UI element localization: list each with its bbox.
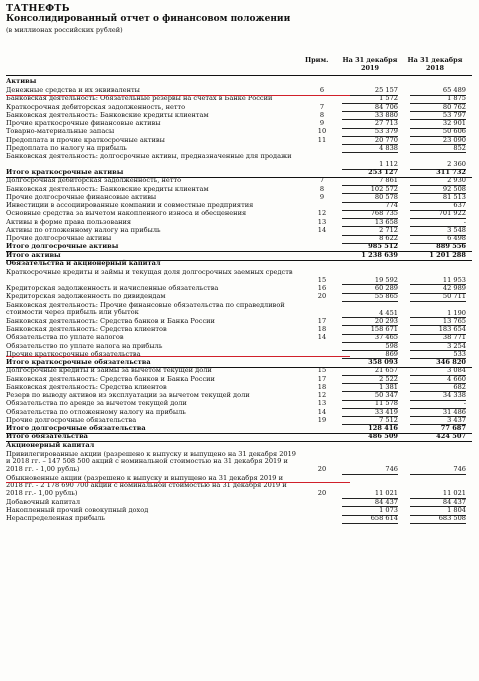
note-ref: 8 <box>319 184 325 193</box>
value-2019: 55 865 <box>342 293 398 302</box>
row-label: Долгосрочные кредиты и займы за вычетом текущей доли <box>6 366 212 375</box>
row-label: Инвестиции в ассоциированные компании и совместные предприятия <box>6 201 254 210</box>
value-2019: 1 572 <box>342 95 398 104</box>
value-2018: 13 765 <box>410 318 466 327</box>
value-2019: 50 347 <box>342 392 398 401</box>
row-label: Итого активы <box>6 250 61 259</box>
note-ref: 14 <box>317 225 327 234</box>
row-label: Банковская деятельность: Средства клиентов <box>6 325 167 334</box>
value-2018: 183 654 <box>410 326 466 335</box>
note-ref: 12 <box>317 391 327 400</box>
note-ref: 15 <box>317 366 327 375</box>
value-2019: 985 512 <box>368 242 398 251</box>
value-2019: 746 <box>342 466 398 475</box>
row-label: Обыкновенные акции (разрешено к выпуску и выпущено на 31 декабря 2019 и 2018 гг. - 2 178 690 700 акций с номинальной стоимостью на 31 декабря 2019 и 2018 гг.- 1,00 рубль) <box>6 473 287 497</box>
value-2018: 77 687 <box>440 424 466 433</box>
value-2019: 102 572 <box>342 186 398 195</box>
note-ref: 20 <box>317 465 327 474</box>
value-2019: 4 451 <box>342 310 398 319</box>
value-2018: 701 922 <box>410 210 466 219</box>
row-label: Товарно-материальные запасы <box>6 127 115 136</box>
value-2019: 2 712 <box>342 227 398 236</box>
value-2019: 20 293 <box>342 318 398 327</box>
row-label: Прочие краткосрочные обязательства <box>6 349 141 358</box>
value-2018: 81 513 <box>410 194 466 203</box>
row-label: Добавочный капитал <box>6 497 81 506</box>
value-2018: 84 437 <box>410 499 466 508</box>
value-2019: 25 157 <box>342 87 398 96</box>
value-2018: 6 498 <box>410 235 466 244</box>
note-ref: 9 <box>319 119 325 128</box>
value-2018: 38 771 <box>410 334 466 343</box>
row-label: Банковская деятельность: Средства банков и Банка России <box>6 316 215 325</box>
note-ref: 7 <box>319 176 325 185</box>
row-label: Привилегированные акции (разрешено к выпуску и выпущено на 31 декабря 2019 и 2018 гг. – 147 508 500 акций с номинальной стоимостью на 31 декабря 2019 и 2018 гг. - 1,00 рубль) <box>6 449 297 473</box>
value-2018: 31 486 <box>410 409 466 418</box>
table-row <box>6 95 472 103</box>
value-2019: 13 658 <box>342 219 398 228</box>
value-2018: 1 804 <box>410 507 466 516</box>
value-2019: 869 <box>342 351 398 360</box>
note-ref: 10 <box>317 127 327 136</box>
table-row <box>6 400 472 408</box>
value-2019: 1 073 <box>342 507 398 516</box>
column-header-2019: На 31 декабря 2019 <box>342 56 398 72</box>
row-label: Прочие долгосрочные финансовые активы <box>6 192 157 201</box>
value-2019: 1 112 <box>342 161 398 170</box>
value-2019: 33 880 <box>342 112 398 121</box>
row-label: Банковская деятельность: Средства банков и Банка России <box>6 374 215 383</box>
value-2018: 683 508 <box>410 515 466 524</box>
value-2018: 3 254 <box>410 343 466 352</box>
row-label: Предоплата по налогу на прибыль <box>6 143 127 152</box>
row-label: Итого обязательства <box>6 432 88 441</box>
table-row <box>6 367 472 375</box>
row-label: Акционерный капитал <box>6 440 95 449</box>
value-2018: 3 084 <box>410 367 466 376</box>
value-2019: 20 770 <box>342 137 398 146</box>
value-2018: - <box>410 219 466 228</box>
row-label: Активы по отложенному налогу на прибыль <box>6 225 161 234</box>
row-label: Итого долгосрочные активы <box>6 242 119 251</box>
highlight-underline-long-term-loans <box>6 482 350 483</box>
value-2018: 42 989 <box>410 285 466 294</box>
row-label: Основные средства за вычетом накопленного износа и обесценения <box>6 209 247 218</box>
value-2019: 11 021 <box>342 490 398 499</box>
value-2018: 2 360 <box>410 161 466 170</box>
row-label: Банковская деятельность: Обязательные резервы на счетах в Банке России <box>6 94 273 103</box>
note-ref: 12 <box>317 209 327 218</box>
table-row <box>6 334 472 342</box>
value-2018: 53 797 <box>410 112 466 121</box>
note-ref: 7 <box>319 102 325 111</box>
value-2019: 1 238 639 <box>361 250 398 259</box>
note-ref: 6 <box>319 86 325 95</box>
row-label: Резерв по выводу активов из эксплуатации за вычетом текущей доли <box>6 391 250 400</box>
row-label: Обязательства по отложенному налогу на прибыль <box>6 407 186 416</box>
value-2018: 92 508 <box>410 186 466 195</box>
value-2019: 27 713 <box>342 120 398 129</box>
value-2018: 346 820 <box>436 358 466 367</box>
company-name: ТАТНЕФТЬ <box>6 3 70 14</box>
value-2019: 774 <box>342 202 398 211</box>
table-row <box>6 302 472 318</box>
units-note: (в миллионах российских рублей) <box>6 26 123 34</box>
value-2019: 84 437 <box>342 499 398 508</box>
row-label: Предоплата и прочие краткосрочные активы <box>6 135 165 144</box>
note-ref: 17 <box>317 374 327 383</box>
note-ref: 9 <box>319 192 325 201</box>
value-2018: 889 556 <box>436 242 466 251</box>
value-2018: 311 732 <box>436 168 466 177</box>
value-2019: 84 706 <box>342 104 398 113</box>
value-2019: 2 522 <box>342 376 398 385</box>
table-row <box>6 128 472 136</box>
value-2018: - <box>410 400 466 409</box>
row-label: Денежные средства и их эквиваленты <box>6 86 140 95</box>
table-row <box>6 451 472 475</box>
row-label: Кредиторская задолженность по дивидендам <box>6 292 166 301</box>
table-row <box>6 153 472 169</box>
value-2018: 65 489 <box>410 87 466 96</box>
row-label: Активы в форме права пользования <box>6 217 132 226</box>
row-label: Активы <box>6 77 37 85</box>
column-header-note: Прим. <box>305 56 329 64</box>
value-2018: 23 090 <box>410 137 466 146</box>
row-label: Итого долгосрочные обязательства <box>6 424 146 433</box>
row-label: Банковская деятельность: Прочие финансовые обязательства по справедливой стоимости через прибыль или убыток <box>6 300 285 317</box>
value-2018: 682 <box>410 384 466 393</box>
note-ref: 15 <box>317 275 327 284</box>
value-2019: 486 509 <box>368 432 398 441</box>
note-ref: 14 <box>317 407 327 416</box>
value-2018: 746 <box>410 466 466 475</box>
row-label: Обязательства по уплате налогов <box>6 333 124 342</box>
note-ref: 13 <box>317 399 327 408</box>
row-label: Долгосрочная дебиторская задолженность, нетто <box>6 176 182 185</box>
row-label: Прочие долгосрочные активы <box>6 234 112 243</box>
note-ref: 18 <box>317 325 327 334</box>
value-2018: 637 <box>410 202 466 211</box>
value-2019: 60 289 <box>342 285 398 294</box>
note-ref: 20 <box>317 489 327 498</box>
note-ref: 14 <box>317 333 327 342</box>
value-2018: 32 901 <box>410 120 466 129</box>
value-2018: 11 953 <box>410 277 466 286</box>
section-heading <box>6 442 472 451</box>
table-row <box>6 515 472 523</box>
value-2019: 37 465 <box>342 334 398 343</box>
note-ref: 8 <box>319 110 325 119</box>
note-ref: 19 <box>317 415 327 424</box>
value-2018: 50 606 <box>410 128 466 137</box>
row-label: Банковская деятельность: Банковские кредиты клиентам <box>6 110 209 119</box>
value-2018: 1 875 <box>410 95 466 104</box>
value-2019: 768 735 <box>342 210 398 219</box>
row-label: Прочие краткосрочные финансовые активы <box>6 119 161 128</box>
highlight-underline-short-term-loans <box>6 356 350 357</box>
value-2019: 53 379 <box>342 128 398 137</box>
note-ref: 11 <box>317 135 327 144</box>
table-row <box>6 269 472 285</box>
row-label: Итого краткосрочные активы <box>6 168 124 177</box>
row-label: Прочие долгосрочные обязательства <box>6 415 137 424</box>
value-2018: 3 437 <box>410 417 466 426</box>
row-label: Обязательство по уплате налога на прибыль <box>6 341 163 350</box>
value-2019: 80 578 <box>342 194 398 203</box>
value-2019: 358 093 <box>368 358 398 367</box>
note-ref: 20 <box>317 292 327 301</box>
value-2018: 3 548 <box>410 227 466 236</box>
row-label: Кредиторская задолженность и начисленные обязательства <box>6 284 219 293</box>
value-2019: 21 657 <box>342 367 398 376</box>
value-2019: 7 861 <box>342 177 398 186</box>
value-2019: 8 622 <box>342 235 398 244</box>
value-2019: 253 127 <box>368 168 398 177</box>
value-2018: 4 660 <box>410 376 466 385</box>
value-2019: 658 614 <box>342 515 398 524</box>
value-2018: 11 021 <box>410 490 466 499</box>
row-label: Нераспределенная прибыль <box>6 514 106 523</box>
header-rule <box>6 75 472 76</box>
value-2019: 4 838 <box>342 145 398 154</box>
row-label: Краткосрочная дебиторская задолженность, нетто <box>6 102 186 111</box>
value-2018: 424 507 <box>436 432 466 441</box>
row-label: Банковская деятельность: Средства клиентов <box>6 382 167 391</box>
row-label: Банковская деятельность: Банковские кредиты клиентам <box>6 184 209 193</box>
value-2018: 34 338 <box>410 392 466 401</box>
value-2019: 1 381 <box>342 384 398 393</box>
value-2018: 2 930 <box>410 177 466 186</box>
value-2019: 598 <box>342 343 398 352</box>
table-row <box>6 475 472 499</box>
value-2018: 1 201 288 <box>429 250 466 259</box>
report-title: Консолидированный отчет о финансовом положении <box>6 14 291 24</box>
value-2018: 1 190 <box>410 310 466 319</box>
value-2019: 33 419 <box>342 409 398 418</box>
row-label: Накопленный прочий совокупный доход <box>6 505 149 514</box>
row-label: Итого краткосрочные обязательства <box>6 358 151 367</box>
row-label: Краткосрочные кредиты и займы и текущая доля долгосрочных заемных средств <box>6 268 293 276</box>
value-2018: 50 711 <box>410 293 466 302</box>
highlight-underline-cash <box>6 95 350 96</box>
column-header-2018: На 31 декабря 2018 <box>407 56 463 72</box>
value-2018: 533 <box>410 351 466 360</box>
row-label: Банковская деятельность: долгосрочные активы, предназначенные для продажи <box>6 152 292 161</box>
note-ref: 18 <box>317 382 327 391</box>
value-2019: 19 592 <box>342 277 398 286</box>
value-2019: 11 578 <box>342 400 398 409</box>
note-ref: 17 <box>317 316 327 325</box>
value-2019: 128 416 <box>368 424 398 433</box>
row-label: Обязательства и акционерный капитал <box>6 258 161 267</box>
value-2019: 7 512 <box>342 417 398 426</box>
row-label: Обязательства по аренде за вычетом текущей доли <box>6 399 187 408</box>
note-ref: 16 <box>317 284 327 293</box>
value-2018: 852 <box>410 145 466 154</box>
value-2019: 158 671 <box>342 326 398 335</box>
value-2018: 80 762 <box>410 104 466 113</box>
note-ref: 13 <box>317 217 327 226</box>
